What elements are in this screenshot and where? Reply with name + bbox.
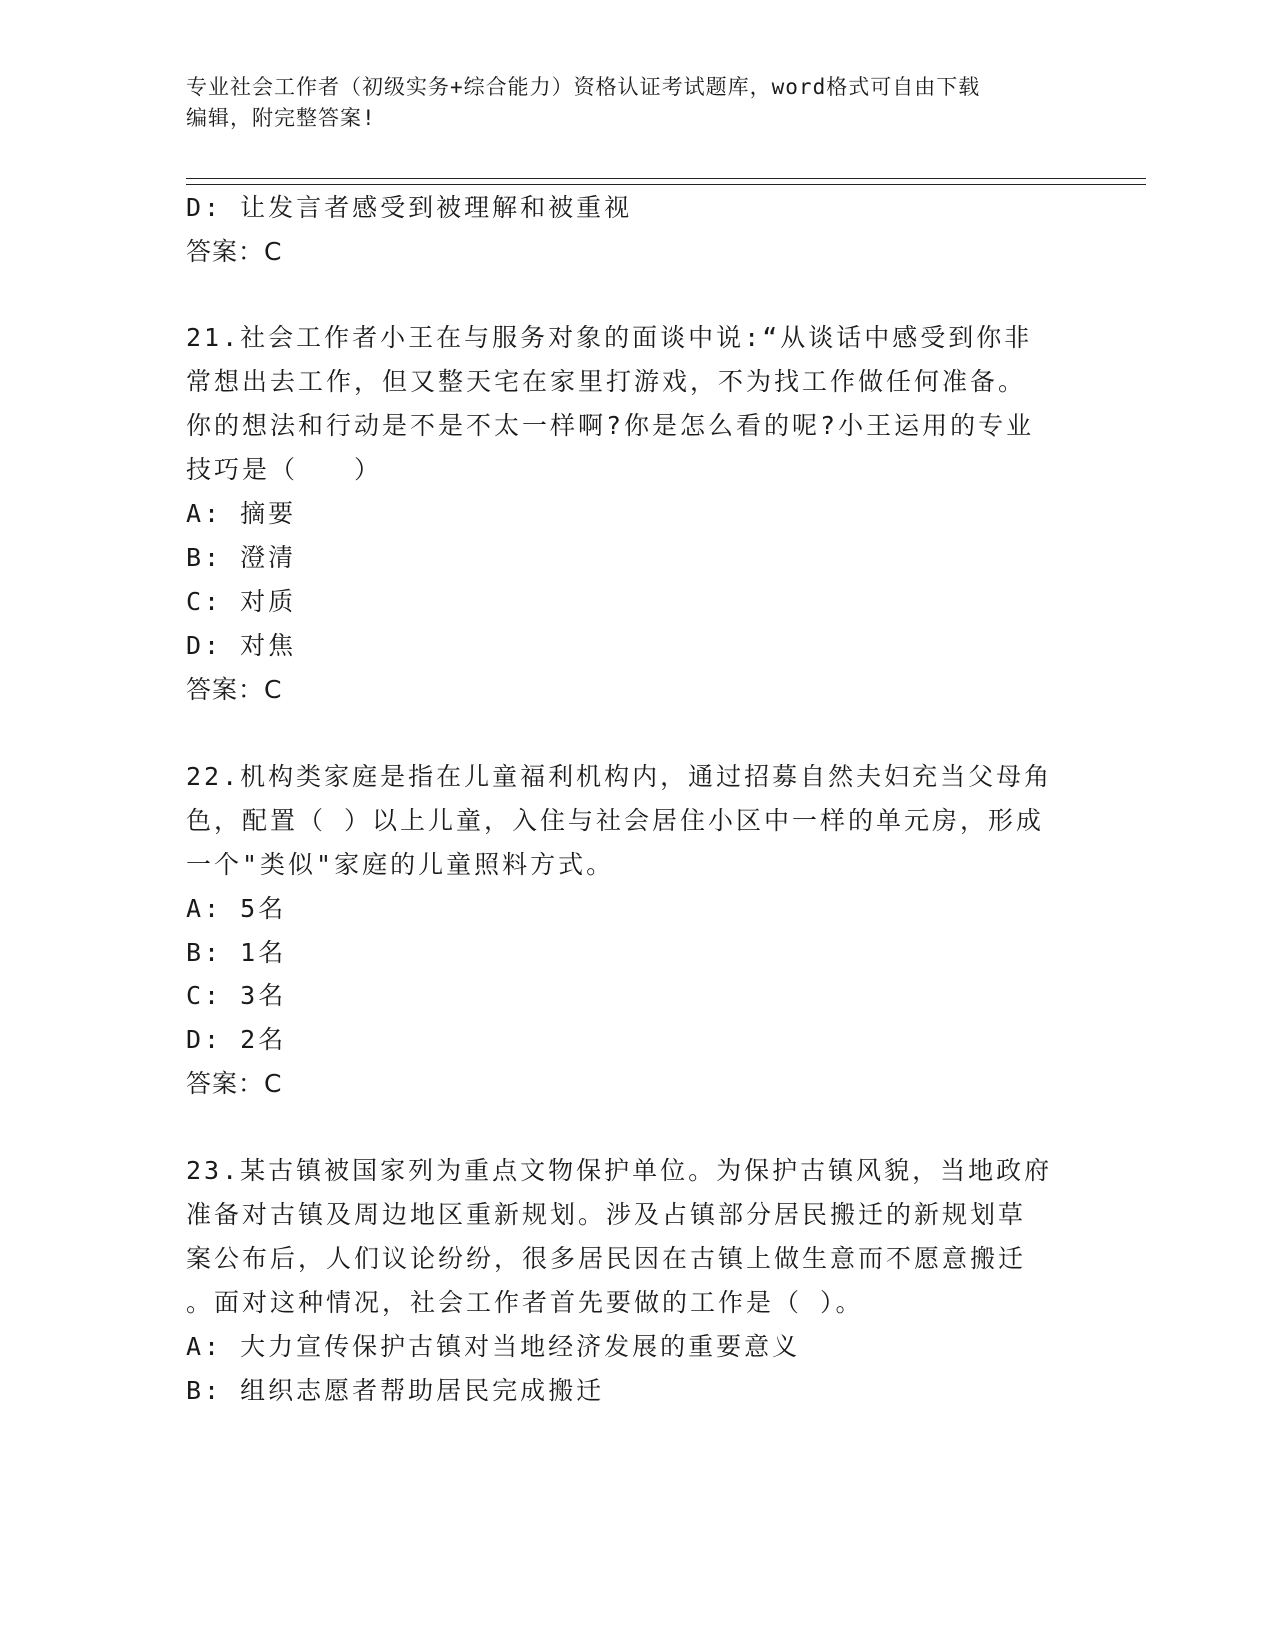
q21-stem-line-1: 21.社会工作者小王在与服务对象的面谈中说:“从谈话中感受到你非: [186, 323, 1033, 352]
header-line-1: 专业社会工作者（初级实务+综合能力）资格认证考试题库，word格式可自由下载: [186, 75, 981, 99]
prev-answer: 答案：C: [186, 237, 283, 266]
q21-stem-line-2: 常想出去工作，但又整天宅在家里打游戏，不为找工作做任何准备。: [186, 367, 1027, 396]
q22-answer: 答案：C: [186, 1069, 283, 1098]
q21-option-d: D: 对焦: [186, 631, 297, 660]
q21-option-c: C: 对质: [186, 587, 297, 616]
q23-stem-line-3: 案公布后，人们议论纷纷，很多居民因在古镇上做生意而不愿意搬迁: [186, 1244, 1027, 1273]
q23-option-a: A: 大力宣传保护古镇对当地经济发展的重要意义: [186, 1332, 801, 1361]
q22-option-c: C: 3名: [186, 981, 287, 1010]
q23-stem-line-1: 23.某古镇被国家列为重点文物保护单位。为保护古镇风貌，当地政府: [186, 1156, 1053, 1185]
q21-option-b: B: 澄清: [186, 543, 297, 572]
q21-option-a: A: 摘要: [186, 499, 297, 528]
q22-option-d: D: 2名: [186, 1025, 287, 1054]
q22-option-b: B: 1名: [186, 938, 287, 967]
q21-stem-line-4: 技巧是（ ）: [186, 455, 383, 484]
q22-option-a: A: 5名: [186, 894, 287, 923]
q23-option-b: B: 组织志愿者帮助居民完成搬迁: [186, 1376, 605, 1405]
document-header: [186, 72, 1086, 134]
header-line-2: 编辑，附完整答案!: [186, 106, 376, 130]
q23-stem-line-2: 准备对古镇及周边地区重新规划。涉及占镇部分居民搬迁的新规划草: [186, 1200, 1027, 1229]
q23-stem-line-4: 。面对这种情况，社会工作者首先要做的工作是（ ）。: [186, 1288, 864, 1317]
header-rule-top: [186, 178, 1146, 179]
q21-answer: 答案：C: [186, 675, 283, 704]
prev-option-d: D: 让发言者感受到被理解和被重视: [186, 193, 633, 222]
q21-stem-line-3: 你的想法和行动是不是不太一样啊?你是怎么看的呢?小王运用的专业: [186, 411, 1035, 440]
q22-stem-line-1: 22.机构类家庭是指在儿童福利机构内，通过招募自然夫妇充当父母角: [186, 762, 1053, 791]
q22-stem-line-2: 色，配置（ ）以上儿童，入住与社会居住小区中一样的单元房，形成: [186, 806, 1045, 835]
q22-stem-line-3: 一个"类似"家庭的儿童照料方式。: [186, 850, 615, 879]
header-rule-bottom: [186, 184, 1146, 185]
